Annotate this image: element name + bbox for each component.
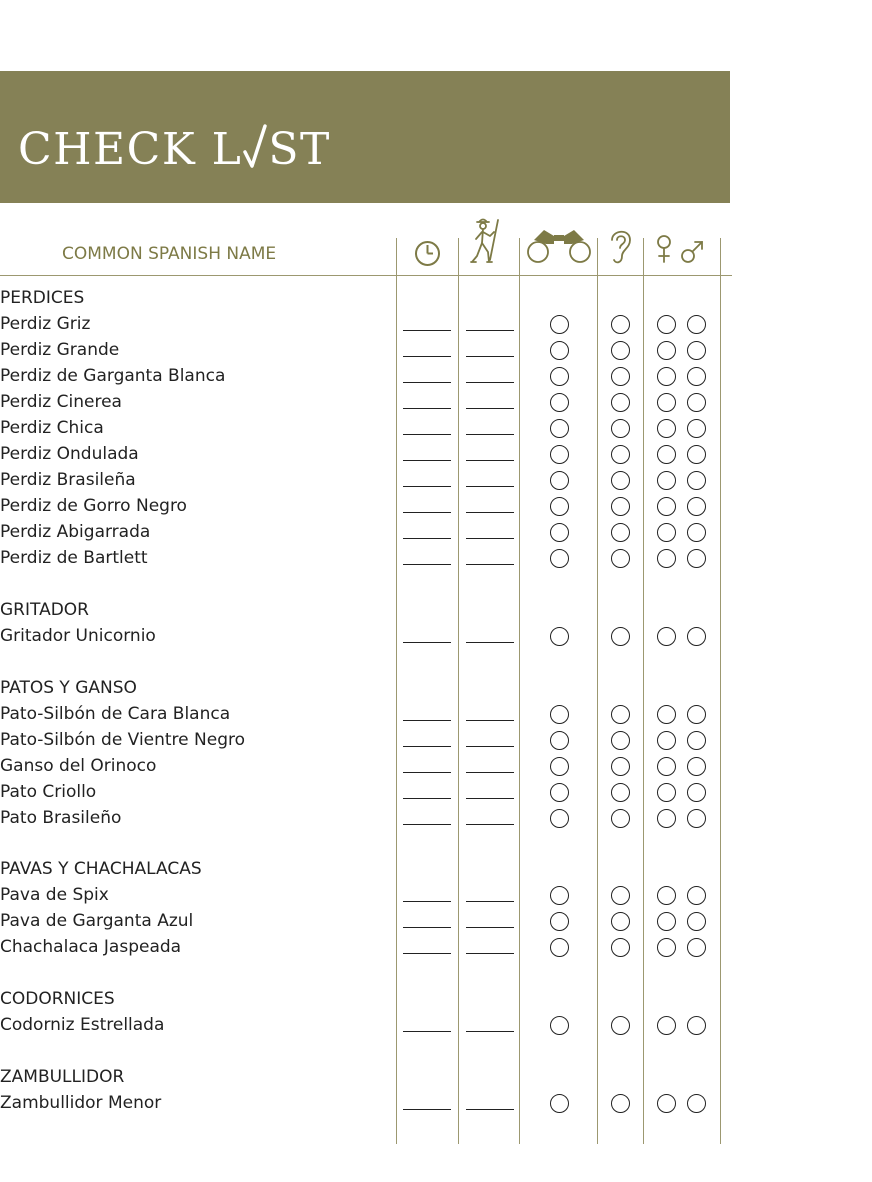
- seen-checkbox[interactable]: [550, 367, 569, 386]
- time-blank[interactable]: [403, 798, 451, 799]
- seen-checkbox[interactable]: [550, 445, 569, 464]
- species-name: Pato-Silbón de Cara Blanca: [0, 704, 231, 724]
- observer-blank[interactable]: [466, 434, 514, 435]
- observer-blank[interactable]: [466, 927, 514, 928]
- male-checkbox[interactable]: [687, 886, 706, 905]
- observer-blank[interactable]: [466, 720, 514, 721]
- hiker-icon: [468, 216, 506, 266]
- column-divider: [458, 238, 459, 1144]
- seen-checkbox[interactable]: [550, 757, 569, 776]
- heard-checkbox[interactable]: [611, 809, 630, 828]
- observer-blank[interactable]: [466, 953, 514, 954]
- male-checkbox[interactable]: [687, 938, 706, 957]
- seen-checkbox[interactable]: [550, 912, 569, 931]
- seen-checkbox[interactable]: [550, 419, 569, 438]
- seen-checkbox[interactable]: [550, 886, 569, 905]
- male-checkbox[interactable]: [687, 757, 706, 776]
- heard-checkbox[interactable]: [611, 731, 630, 750]
- seen-checkbox[interactable]: [550, 809, 569, 828]
- time-blank[interactable]: [403, 382, 451, 383]
- heard-checkbox[interactable]: [611, 471, 630, 490]
- seen-checkbox[interactable]: [550, 523, 569, 542]
- time-blank[interactable]: [403, 772, 451, 773]
- male-checkbox[interactable]: [687, 549, 706, 568]
- group-title: CODORNICES: [0, 989, 115, 1009]
- observer-blank[interactable]: [466, 512, 514, 513]
- seen-checkbox[interactable]: [550, 341, 569, 360]
- seen-checkbox[interactable]: [550, 1094, 569, 1113]
- observer-blank[interactable]: [466, 824, 514, 825]
- heard-checkbox[interactable]: [611, 912, 630, 931]
- seen-checkbox[interactable]: [550, 1016, 569, 1035]
- time-blank[interactable]: [403, 564, 451, 565]
- female-checkbox[interactable]: [657, 445, 676, 464]
- male-checkbox[interactable]: [687, 341, 706, 360]
- heard-checkbox[interactable]: [611, 627, 630, 646]
- page-title-left: CHECK L: [18, 124, 243, 175]
- female-checkbox[interactable]: [657, 393, 676, 412]
- observer-blank[interactable]: [466, 772, 514, 773]
- observer-blank[interactable]: [466, 382, 514, 383]
- female-checkbox[interactable]: [657, 705, 676, 724]
- male-checkbox[interactable]: [687, 731, 706, 750]
- time-blank[interactable]: [403, 1109, 451, 1110]
- time-blank[interactable]: [403, 746, 451, 747]
- time-blank[interactable]: [403, 953, 451, 954]
- column-divider: [720, 238, 721, 1144]
- species-name: Ganso del Orinoco: [0, 756, 157, 776]
- heard-checkbox[interactable]: [611, 341, 630, 360]
- group-title: GRITADOR: [0, 600, 89, 620]
- observer-blank[interactable]: [466, 901, 514, 902]
- female-checkbox[interactable]: [657, 315, 676, 334]
- observer-blank[interactable]: [466, 330, 514, 331]
- time-blank[interactable]: [403, 330, 451, 331]
- species-name: Gritador Unicornio: [0, 626, 156, 646]
- heard-checkbox[interactable]: [611, 1016, 630, 1035]
- species-name: Perdiz de Gorro Negro: [0, 496, 187, 516]
- heard-checkbox[interactable]: [611, 938, 630, 957]
- heard-checkbox[interactable]: [611, 445, 630, 464]
- observer-blank[interactable]: [466, 642, 514, 643]
- time-blank[interactable]: [403, 824, 451, 825]
- page-title-right: ST: [268, 124, 331, 175]
- female-checkbox[interactable]: [657, 1016, 676, 1035]
- group-title: PAVAS Y CHACHALACAS: [0, 859, 202, 879]
- column-divider: [396, 238, 397, 1144]
- male-checkbox[interactable]: [687, 471, 706, 490]
- seen-checkbox[interactable]: [550, 471, 569, 490]
- time-blank[interactable]: [403, 901, 451, 902]
- checkmark-icon: [243, 122, 267, 170]
- male-checkbox[interactable]: [687, 809, 706, 828]
- seen-checkbox[interactable]: [550, 627, 569, 646]
- male-checkbox[interactable]: [687, 1016, 706, 1035]
- observer-blank[interactable]: [466, 1109, 514, 1110]
- species-name: Pava de Spix: [0, 885, 109, 905]
- female-checkbox[interactable]: [657, 783, 676, 802]
- seen-checkbox[interactable]: [550, 497, 569, 516]
- time-blank[interactable]: [403, 720, 451, 721]
- species-name: Codorniz Estrellada: [0, 1015, 165, 1035]
- ear-icon: [608, 226, 634, 266]
- heard-checkbox[interactable]: [611, 783, 630, 802]
- male-checkbox[interactable]: [687, 705, 706, 724]
- header-divider: [0, 275, 732, 276]
- species-name: Perdiz Abigarrada: [0, 522, 151, 542]
- species-name: Perdiz de Bartlett: [0, 548, 148, 568]
- observer-blank[interactable]: [466, 356, 514, 357]
- group-title: PATOS Y GANSO: [0, 678, 137, 698]
- heard-checkbox[interactable]: [611, 523, 630, 542]
- observer-blank[interactable]: [466, 460, 514, 461]
- female-checkbox[interactable]: [657, 809, 676, 828]
- male-checkbox[interactable]: [687, 419, 706, 438]
- seen-checkbox[interactable]: [550, 731, 569, 750]
- page-title: [18, 120, 331, 180]
- female-checkbox[interactable]: [657, 367, 676, 386]
- observer-blank[interactable]: [466, 746, 514, 747]
- species-name: Chachalaca Jaspeada: [0, 937, 182, 957]
- species-name: Pato-Silbón de Vientre Negro: [0, 730, 246, 750]
- male-checkbox[interactable]: [687, 315, 706, 334]
- seen-checkbox[interactable]: [550, 705, 569, 724]
- observer-blank[interactable]: [466, 1031, 514, 1032]
- time-blank[interactable]: [403, 486, 451, 487]
- time-blank[interactable]: [403, 512, 451, 513]
- female-checkbox[interactable]: [657, 341, 676, 360]
- female-checkbox[interactable]: [657, 886, 676, 905]
- heard-checkbox[interactable]: [611, 549, 630, 568]
- clock-icon: [414, 240, 441, 267]
- observer-blank[interactable]: [466, 564, 514, 565]
- female-checkbox[interactable]: [657, 549, 676, 568]
- seen-checkbox[interactable]: [550, 938, 569, 957]
- species-name: Pato Criollo: [0, 782, 97, 802]
- species-name: Perdiz de Garganta Blanca: [0, 366, 226, 386]
- column-divider: [519, 238, 520, 1144]
- seen-checkbox[interactable]: [550, 393, 569, 412]
- male-checkbox[interactable]: [687, 912, 706, 931]
- female-checkbox[interactable]: [657, 757, 676, 776]
- male-checkbox[interactable]: [687, 367, 706, 386]
- heard-checkbox[interactable]: [611, 367, 630, 386]
- time-blank[interactable]: [403, 1031, 451, 1032]
- species-name: Perdiz Brasileña: [0, 470, 136, 490]
- species-name: Perdiz Grande: [0, 340, 120, 360]
- male-checkbox[interactable]: [687, 445, 706, 464]
- time-blank[interactable]: [403, 927, 451, 928]
- column-divider: [597, 238, 598, 1144]
- group-title: ZAMBULLIDOR: [0, 1067, 125, 1087]
- heard-checkbox[interactable]: [611, 886, 630, 905]
- heard-checkbox[interactable]: [611, 393, 630, 412]
- time-blank[interactable]: [403, 434, 451, 435]
- female-male-icon: [654, 232, 710, 266]
- male-checkbox[interactable]: [687, 523, 706, 542]
- female-checkbox[interactable]: [657, 1094, 676, 1113]
- female-checkbox[interactable]: [657, 471, 676, 490]
- male-checkbox[interactable]: [687, 497, 706, 516]
- observer-blank[interactable]: [466, 408, 514, 409]
- female-checkbox[interactable]: [657, 627, 676, 646]
- heard-checkbox[interactable]: [611, 497, 630, 516]
- female-checkbox[interactable]: [657, 938, 676, 957]
- heard-checkbox[interactable]: [611, 757, 630, 776]
- seen-checkbox[interactable]: [550, 783, 569, 802]
- column-header-common-name: COMMON SPANISH NAME: [62, 244, 277, 264]
- species-name: Perdiz Cinerea: [0, 392, 122, 412]
- seen-checkbox[interactable]: [550, 315, 569, 334]
- observer-blank[interactable]: [466, 486, 514, 487]
- female-checkbox[interactable]: [657, 912, 676, 931]
- time-blank[interactable]: [403, 356, 451, 357]
- seen-checkbox[interactable]: [550, 549, 569, 568]
- heard-checkbox[interactable]: [611, 315, 630, 334]
- column-divider: [643, 238, 644, 1144]
- species-name: Perdiz Ondulada: [0, 444, 139, 464]
- heard-checkbox[interactable]: [611, 705, 630, 724]
- heard-checkbox[interactable]: [611, 1094, 630, 1113]
- male-checkbox[interactable]: [687, 627, 706, 646]
- female-checkbox[interactable]: [657, 497, 676, 516]
- observer-blank[interactable]: [466, 538, 514, 539]
- species-name: Pava de Garganta Azul: [0, 911, 194, 931]
- heard-checkbox[interactable]: [611, 419, 630, 438]
- female-checkbox[interactable]: [657, 731, 676, 750]
- male-checkbox[interactable]: [687, 1094, 706, 1113]
- binoculars-icon: [524, 226, 594, 266]
- time-blank[interactable]: [403, 408, 451, 409]
- female-checkbox[interactable]: [657, 523, 676, 542]
- time-blank[interactable]: [403, 642, 451, 643]
- time-blank[interactable]: [403, 538, 451, 539]
- species-name: Perdiz Chica: [0, 418, 104, 438]
- species-name: Pato Brasileño: [0, 808, 122, 828]
- observer-blank[interactable]: [466, 798, 514, 799]
- female-checkbox[interactable]: [657, 419, 676, 438]
- group-title: PERDICES: [0, 288, 85, 308]
- time-blank[interactable]: [403, 460, 451, 461]
- species-name: Perdiz Griz: [0, 314, 91, 334]
- male-checkbox[interactable]: [687, 393, 706, 412]
- species-name: Zambullidor Menor: [0, 1093, 162, 1113]
- male-checkbox[interactable]: [687, 783, 706, 802]
